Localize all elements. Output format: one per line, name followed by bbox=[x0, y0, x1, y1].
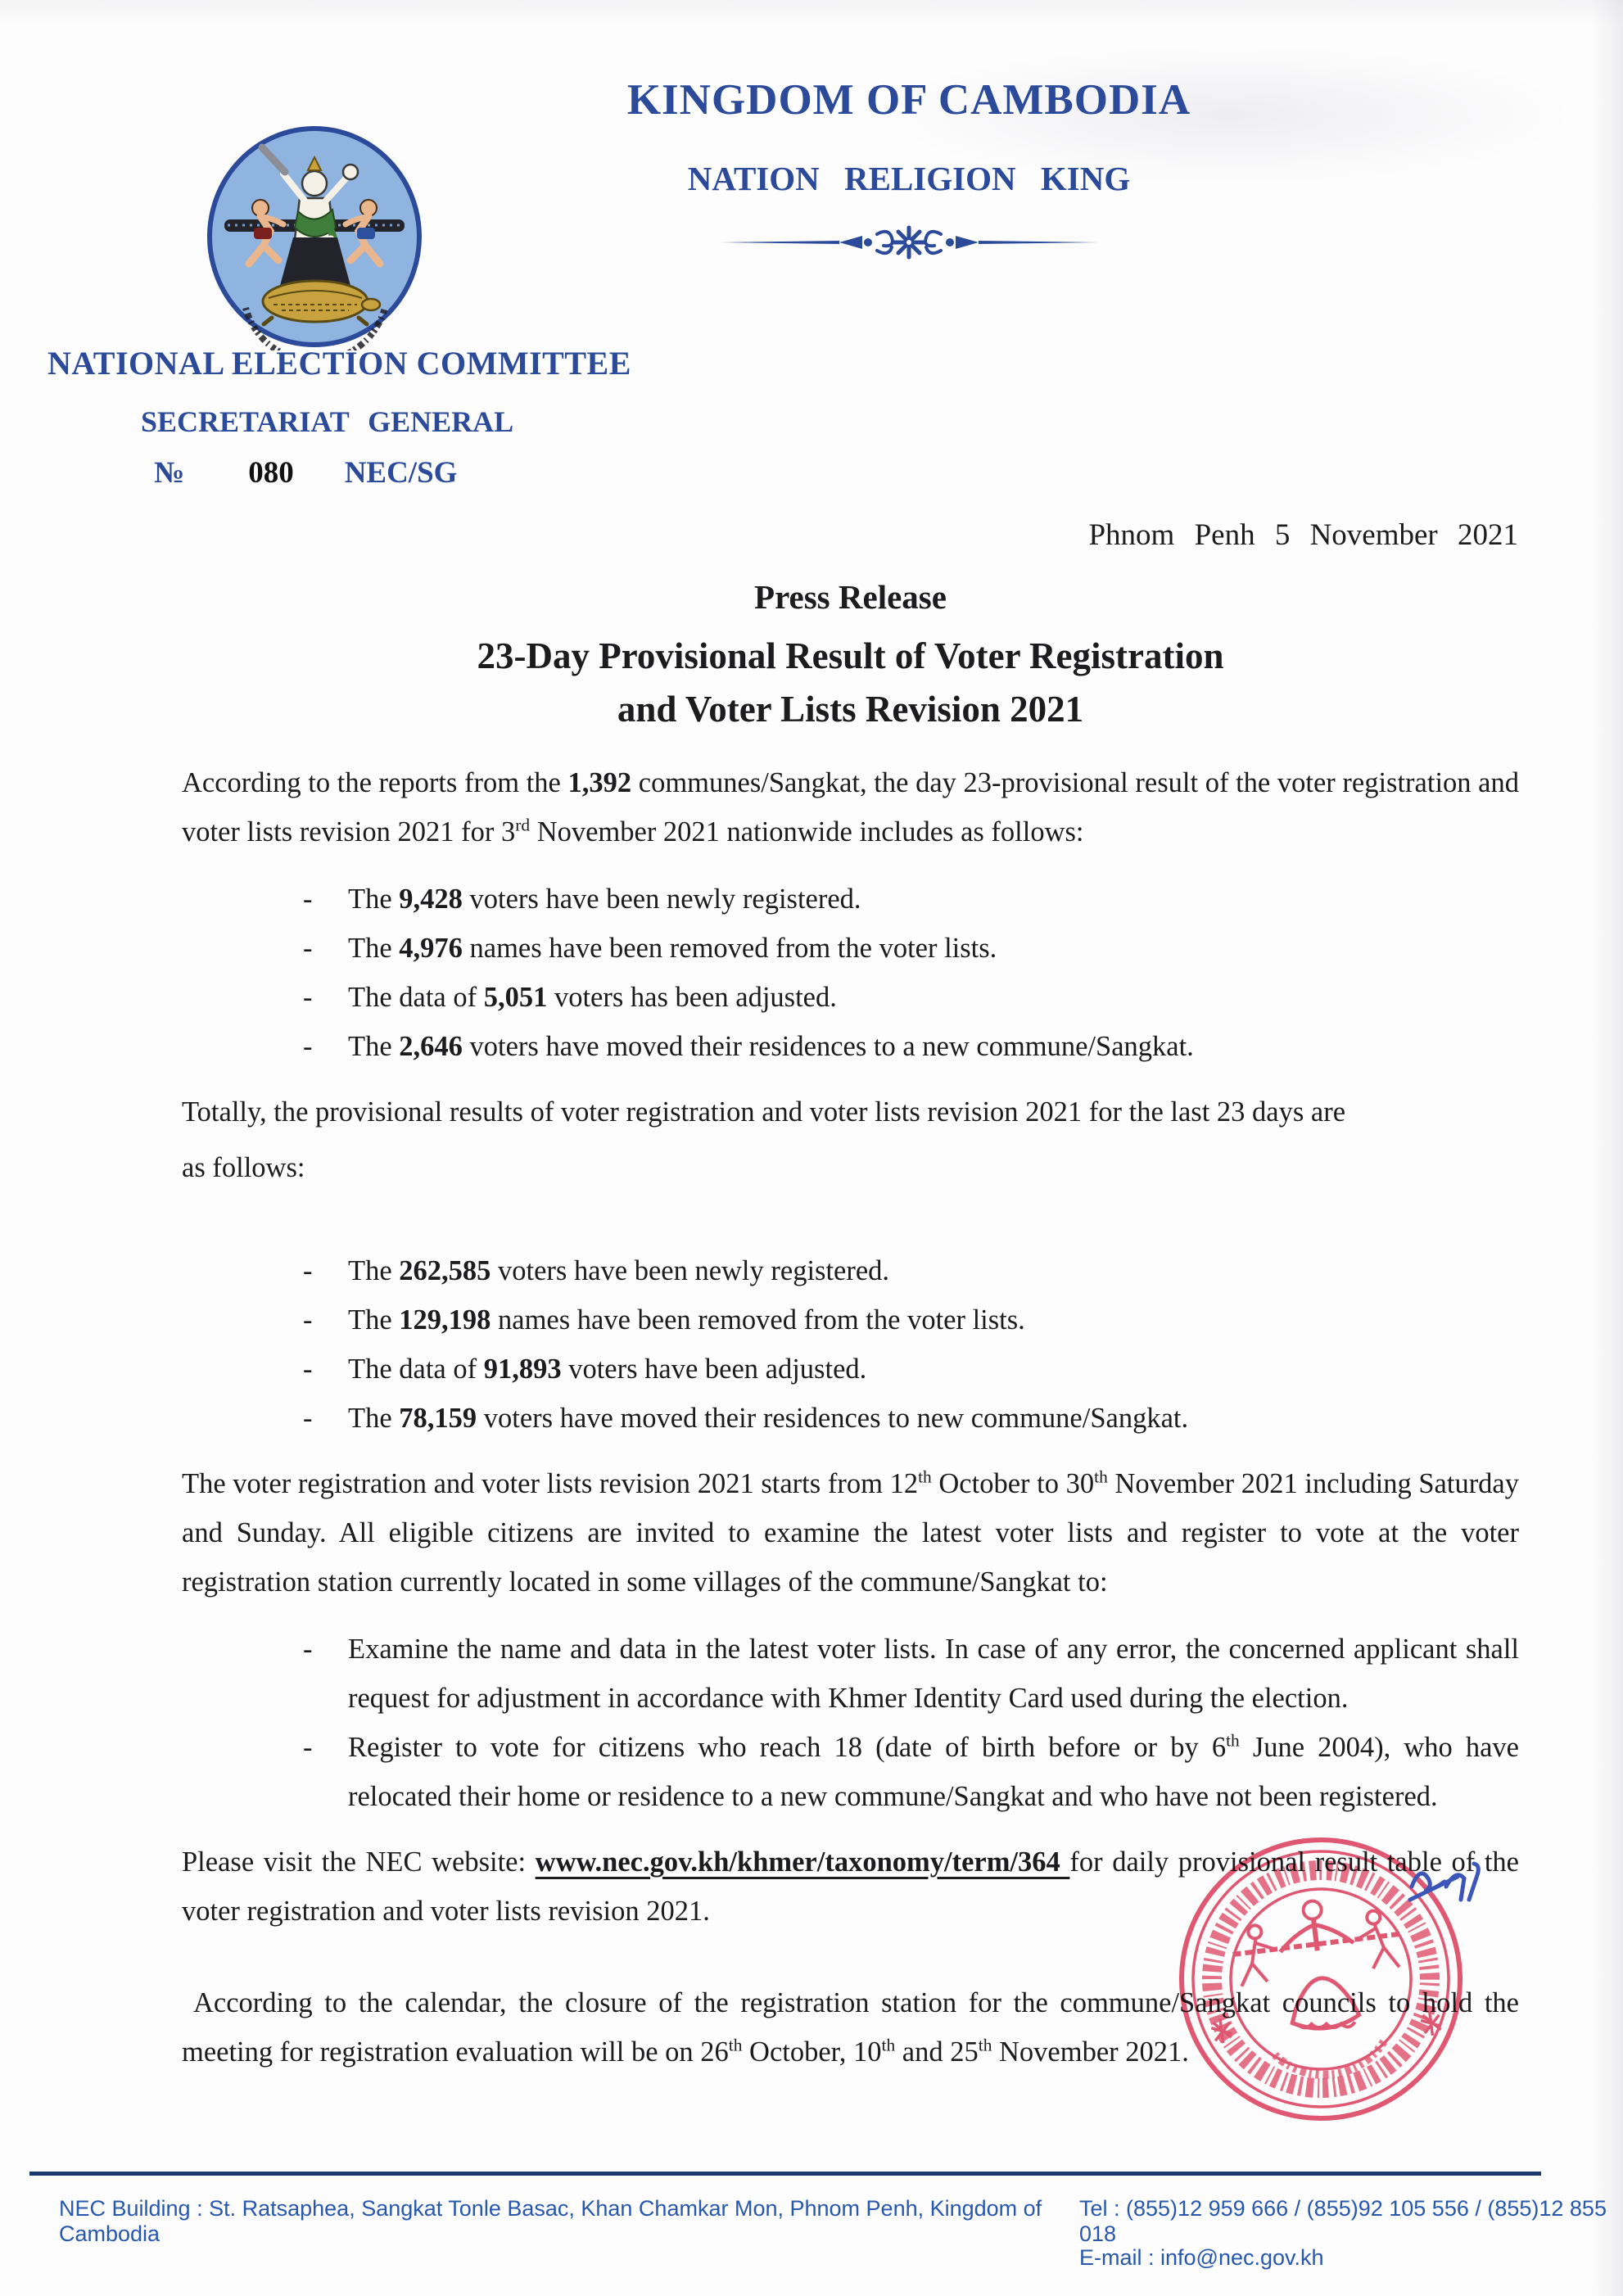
kingdom-title: KINGDOM OF CAMBODIA bbox=[626, 76, 1191, 124]
stat-value: 5,051 bbox=[483, 981, 548, 1013]
press-release-heading: Press Release bbox=[754, 578, 947, 616]
footer-address: NEC Building : St. Ratsaphea, Sangkat Tonle Basac, Khan Chamkar Mon, Phnom Penh, Kingdom of Cambodia bbox=[59, 2196, 1042, 2246]
bullet-dash: - bbox=[303, 932, 313, 964]
text-run: and 25 bbox=[895, 2036, 979, 2068]
commune-count: 1,392 bbox=[567, 766, 632, 798]
paragraph-totals-line2: as follows: bbox=[182, 1151, 305, 1183]
stat-value: 4,976 bbox=[399, 932, 463, 964]
committee-name: NATIONAL ELECTION COMMITTEE bbox=[47, 345, 631, 382]
national-motto: NATION RELIGION KING bbox=[687, 160, 1131, 197]
nec-red-stamp bbox=[1169, 1795, 1505, 2147]
text-run: for daily provisional result table of the voter registration and voter lists revision 2021. bbox=[182, 1846, 1519, 1927]
bullet-dash: - bbox=[303, 981, 313, 1013]
bullet-dash: - bbox=[303, 1731, 313, 1763]
text-run: voters have been newly registered. bbox=[491, 1254, 890, 1286]
stat-value: 91,893 bbox=[483, 1353, 562, 1385]
bullet-dash: - bbox=[303, 1304, 313, 1336]
ordinal-suffix: rd bbox=[515, 815, 531, 834]
nec-website-url: www.nec.gov.kh/khmer/taxonomy/term/364 bbox=[535, 1846, 1070, 1878]
text-run: voters have moved their residences to a new commune/Sangkat. bbox=[462, 1030, 1194, 1062]
ordinal-suffix: th bbox=[1094, 1467, 1108, 1486]
ornament-divider-icon bbox=[717, 221, 1101, 264]
bullet-dash: - bbox=[303, 883, 313, 915]
ordinal-suffix: th bbox=[728, 2035, 743, 2054]
list-item bbox=[182, 1394, 1519, 1443]
list-item bbox=[182, 1246, 1519, 1295]
list-item bbox=[182, 1345, 1519, 1394]
numero-sign: № bbox=[154, 456, 185, 490]
text-run: voters have been adjusted. bbox=[561, 1353, 867, 1385]
total-results-list bbox=[182, 1246, 1519, 1443]
nec-logo bbox=[203, 123, 426, 350]
document-number: 080 bbox=[248, 456, 294, 490]
text-run: November 2021 including Saturday and Sunday. All eligible citizens are invited to examine the latest voter lists and register to vote at the voter registration station currently located in some villages of the commune/Sangkat to: bbox=[182, 1467, 1519, 1598]
instructions-list bbox=[182, 1625, 1519, 1821]
paragraph-totals-line1: Totally, the provisional results of voter registration and voter lists revision 2021 for the last 23 days are bbox=[182, 1096, 1346, 1128]
list-item bbox=[182, 875, 1519, 924]
text-run: The bbox=[348, 1402, 400, 1434]
text-run: According to the reports from the bbox=[182, 766, 568, 798]
text-run: voters has been adjusted. bbox=[547, 981, 837, 1013]
ordinal-suffix: th bbox=[918, 1467, 932, 1486]
text-run: The bbox=[348, 1304, 400, 1336]
stat-value: 2,646 bbox=[399, 1030, 463, 1062]
list-item bbox=[182, 1625, 1519, 1723]
text-run: The voter registration and voter lists revision 2021 starts from 12 bbox=[182, 1467, 919, 1499]
ordinal-suffix: th bbox=[978, 2035, 992, 2054]
header-center bbox=[516, 75, 1302, 268]
document-number-org: NEC/SG bbox=[344, 456, 458, 490]
bullet-dash: - bbox=[303, 1353, 313, 1385]
text-run: November 2021 nationwide includes as follows: bbox=[530, 816, 1084, 847]
bullet-dash: - bbox=[303, 1030, 313, 1062]
text-run: voters have been newly registered. bbox=[462, 883, 861, 915]
bullet-dash: - bbox=[303, 1254, 313, 1286]
bullet-dash: - bbox=[303, 1633, 313, 1665]
text-run: The bbox=[348, 1254, 400, 1286]
text-run: communes/Sangkat, the day 23-provisional result of the voter registration and voter lists revision 2021 for 3 bbox=[182, 766, 1519, 847]
footer-email: E-mail : info@nec.gov.kh bbox=[1079, 2245, 1324, 2270]
ordinal-suffix: th bbox=[881, 2035, 896, 2054]
text-run: November 2021. bbox=[992, 2036, 1189, 2068]
document-title-line1: 23-Day Provisional Result of Voter Registration bbox=[477, 635, 1224, 676]
footer-telephone: Tel : (855)12 959 666 / (855)92 105 556 / (855)12 855 018 bbox=[1079, 2196, 1607, 2246]
document-number-line bbox=[154, 455, 457, 490]
text-run: The bbox=[348, 1030, 400, 1062]
secretariat-name: SECRETARIAT GENERAL bbox=[141, 405, 514, 438]
dateline: Phnom Penh 5 November 2021 bbox=[1088, 518, 1518, 552]
stat-value: 129,198 bbox=[399, 1304, 491, 1336]
title-block bbox=[182, 577, 1519, 737]
list-item bbox=[182, 1022, 1519, 1071]
list-item bbox=[182, 1295, 1519, 1345]
text-run: The data of bbox=[348, 981, 484, 1013]
footer-rule bbox=[29, 2172, 1541, 2176]
paragraph-intro bbox=[182, 758, 1519, 856]
text-run: Register to vote for citizens who reach 18 (date of birth before or by 6 bbox=[348, 1731, 1227, 1763]
bullet-dash: - bbox=[303, 1402, 313, 1434]
text-run: names have been removed from the voter lists. bbox=[491, 1304, 1025, 1336]
list-item bbox=[182, 973, 1519, 1022]
text-run: According to the calendar, the closure of the registration station for the commune/Sangkat councils to hold the meeting for registration evaluation will be on 26 bbox=[182, 1986, 1519, 2068]
stat-value: 78,159 bbox=[399, 1402, 477, 1434]
text-run: voters have moved their residences to new commune/Sangkat. bbox=[477, 1402, 1189, 1434]
stat-value: 262,585 bbox=[399, 1254, 491, 1286]
day-results-list bbox=[182, 875, 1519, 1071]
text-run: The bbox=[348, 883, 400, 915]
paragraph-schedule bbox=[182, 1459, 1519, 1607]
list-item bbox=[182, 924, 1519, 973]
text-run: names have been removed from the voter lists. bbox=[462, 932, 997, 964]
text-run: October, 10 bbox=[742, 2036, 882, 2068]
ordinal-suffix: th bbox=[1226, 1730, 1240, 1750]
text-run: June 2004), who have relocated their home or residence to a new commune/Sangkat and who have not been registered. bbox=[348, 1731, 1519, 1812]
document-header bbox=[0, 0, 1623, 518]
document-title-line2: and Voter Lists Revision 2021 bbox=[617, 689, 1084, 730]
stat-value: 9,428 bbox=[399, 883, 463, 915]
text-run: Examine the name and data in the latest voter lists. In case of any error, the concerned applicant shall request for adjustment in accordance with Khmer Identity Card used during the election. bbox=[348, 1633, 1519, 1714]
text-run: The bbox=[348, 932, 400, 964]
text-run: Please visit the NEC website: bbox=[182, 1846, 536, 1878]
text-run: The data of bbox=[348, 1353, 484, 1385]
text-run: October to 30 bbox=[931, 1467, 1095, 1499]
